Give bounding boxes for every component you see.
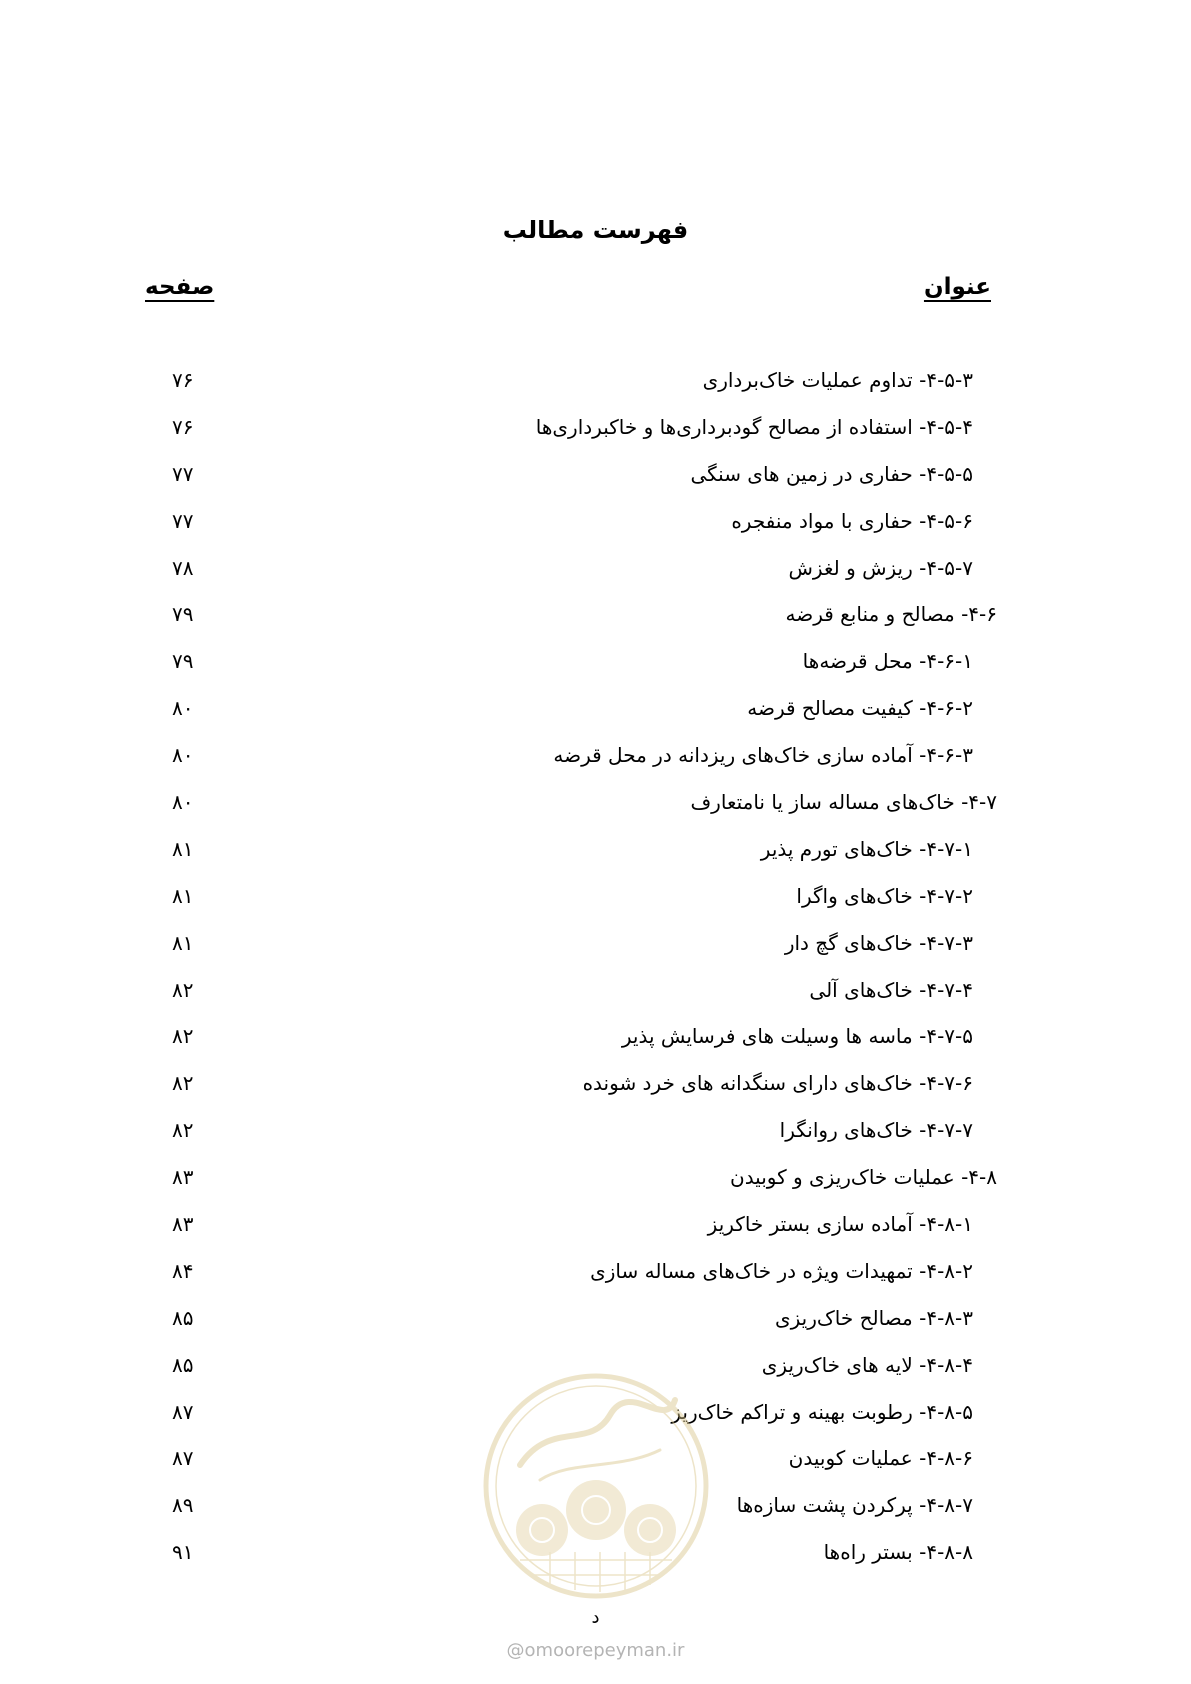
toc-row [0, 646, 1191, 693]
toc-entry-page-number: ۸۷ [172, 1399, 194, 1424]
toc-entry-title: ۴-۵-۳- تداوم عملیات خاک‌برداری [702, 368, 973, 392]
toc-entry-page-number: ۸۵ [172, 1352, 194, 1377]
toc-entry-page-number: ۸۳ [172, 1212, 194, 1237]
toc-entry-page-number: ۷۶ [172, 414, 194, 439]
toc-entry-title: ۴-۸-۱- آماده سازی بستر خاکریز [707, 1212, 973, 1237]
toc-row [0, 553, 1191, 600]
toc-entry-page-number: ۸۵ [172, 1305, 194, 1330]
toc-entry-page-number: ۷۷ [172, 508, 194, 533]
toc-entry-title: ۴-۷-۶- خاک‌های دارای سنگدانه های خرد شونده [582, 1071, 973, 1096]
toc-entry-page-number: ۸۷ [172, 1446, 194, 1471]
toc-row [0, 412, 1191, 459]
toc-entry-title: ۴-۸-۷- پرکردن پشت سازه‌ها [736, 1493, 973, 1518]
toc-entry-page-number: ۸۱ [172, 930, 194, 955]
toc-row [0, 1021, 1191, 1068]
toc-entry-title: ۴-۸-۵- رطوبت بهینه و تراکم خاک‌ریز [671, 1399, 973, 1424]
toc-row [0, 787, 1191, 834]
toc-row [0, 975, 1191, 1022]
toc-row [0, 506, 1191, 553]
toc-entry-title: ۴-۸-۴- لایه های خاک‌ریزی [761, 1352, 973, 1377]
page-number-letter: د [591, 1607, 600, 1628]
watermark-text: @omoorepeyman.ir [506, 1640, 685, 1661]
toc-entry-title: ۴-۸-۸- بستر راه‌ها [823, 1540, 973, 1565]
toc-entry-title: ۴-۸- عملیات خاک‌ریزی و کوبیدن [730, 1165, 997, 1190]
toc-entry-title: ۴-۶-۳- آماده سازی خاک‌های ریزدانه در محل قرضه [553, 743, 973, 768]
toc-entry-page-number: ۷۶ [172, 368, 194, 392]
toc-entry-title: ۴-۷-۴- خاک‌های آلی [809, 977, 973, 1002]
toc-entry-page-number: ۷۷ [172, 461, 194, 486]
toc-entry-page-number: ۸۲ [172, 1024, 194, 1049]
column-header-page: صفحه [145, 274, 215, 300]
toc-row [0, 459, 1191, 506]
toc-entry-page-number: ۷۸ [172, 555, 194, 580]
toc-row [0, 881, 1191, 928]
toc-entry-page-number: ۸۰ [172, 696, 194, 721]
toc-entry-title: ۴-۷- خاک‌های مساله ساز یا نامتعارف [690, 790, 997, 815]
toc-entry-page-number: ۸۳ [172, 1165, 194, 1190]
toc-entry-title: ۴-۸-۳- مصالح خاک‌ریزی [774, 1305, 973, 1330]
toc-row [0, 1256, 1191, 1303]
toc-row [0, 1162, 1191, 1209]
toc-entry-title: ۴-۶- مصالح و منابع قرضه [785, 602, 997, 627]
omoore-peyman-stamp-logo [480, 1370, 712, 1602]
toc-entry-page-number: ۷۹ [172, 602, 194, 627]
toc-entry-title: ۴-۵-۷- ریزش و لغزش [788, 555, 973, 580]
toc-entry-page-number: ۸۰ [172, 790, 194, 815]
toc-entry-title: ۴-۵-۶- حفاری با مواد منفجره [731, 508, 973, 533]
toc-entry-title: ۴-۷-۷- خاک‌های روانگرا [779, 1118, 973, 1143]
toc-entry-page-number: ۸۱ [172, 883, 194, 908]
toc-entry-page-number: ۸۰ [172, 743, 194, 768]
toc-entry-title: ۴-۵-۵- حفاری در زمین های سنگی [690, 461, 973, 486]
toc-row [0, 1068, 1191, 1115]
page-title: فهرست مطالب [502, 216, 689, 244]
toc-entry-title: ۴-۸-۶- عملیات کوبیدن [788, 1446, 973, 1471]
toc-entry-page-number: ۸۲ [172, 1118, 194, 1143]
toc-entry-page-number: ۸۲ [172, 1071, 194, 1096]
toc-entry-title: ۴-۷-۵- ماسه ها وسیلت های فرسایش پذیر [621, 1024, 973, 1049]
toc-entry-page-number: ۷۹ [172, 649, 194, 674]
column-header-title: عنوان [923, 274, 991, 300]
toc-row [0, 599, 1191, 646]
toc-row [0, 834, 1191, 881]
toc-entry-title: ۴-۷-۳- خاک‌های گچ دار [784, 930, 973, 955]
toc-row [0, 365, 1191, 412]
toc-row [0, 1209, 1191, 1256]
toc-entry-page-number: ۸۴ [172, 1258, 194, 1283]
toc-entry-title: ۴-۷-۲- خاک‌های واگرا [796, 883, 973, 908]
toc-entry-page-number: ۸۲ [172, 977, 194, 1002]
toc-entry-page-number: ۸۹ [172, 1493, 194, 1518]
toc-row [0, 693, 1191, 740]
toc-row [0, 928, 1191, 975]
toc-entry-title: ۴-۶-۱- محل قرضه‌ها [802, 649, 973, 674]
toc-row [0, 1115, 1191, 1162]
toc-entry-title: ۴-۵-۴- استفاده از مصالح گودبرداری‌ها و خاکبرداری‌ها [535, 414, 973, 439]
toc-entry-title: ۴-۶-۲- کیفیت مصالح قرضه [747, 696, 973, 721]
toc-entry-page-number: ۸۱ [172, 836, 194, 861]
toc-row [0, 1303, 1191, 1350]
toc-entry-title: ۴-۷-۱- خاک‌های تورم پذیر [760, 836, 973, 861]
toc-entry-page-number: ۹۱ [172, 1540, 194, 1565]
toc-row [0, 740, 1191, 787]
toc-entry-title: ۴-۸-۲- تمهیدات ویژه در خاک‌های مساله سازی [590, 1258, 973, 1283]
